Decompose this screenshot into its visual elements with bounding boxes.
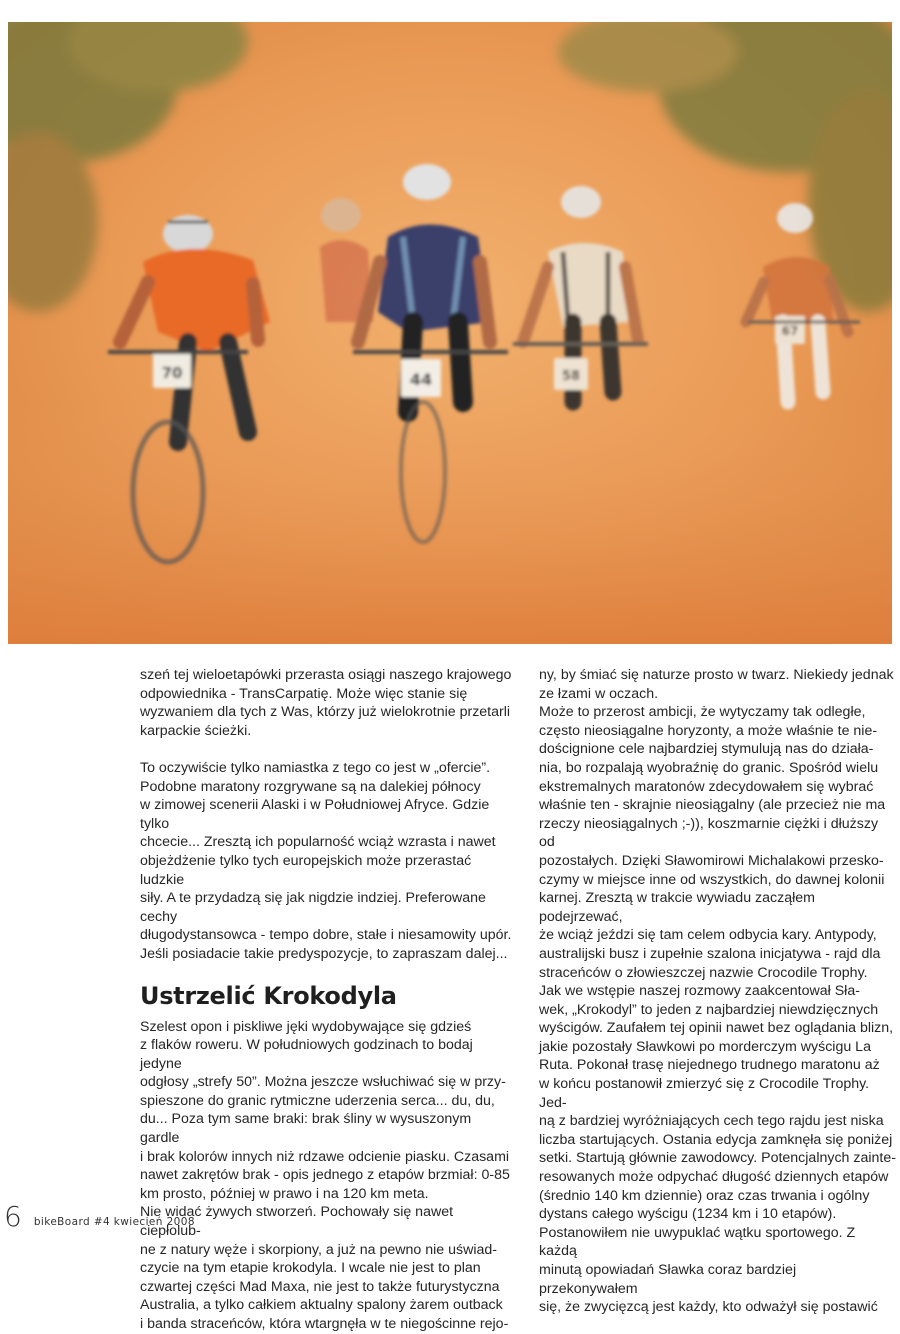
svg-text:58: 58 bbox=[561, 369, 581, 384]
article-column-right bbox=[539, 666, 897, 1317]
issue-info: bikeBoard #4 kwiecień 2008 bbox=[33, 1216, 195, 1228]
paragraph: Szelest opon i piskliwe jęki wydobywające się gdzieś z flaków roweru. W południowych godzinach to bodaj jedyne odgłosy „strefy 50”. Można jeszcze wsłuchiwać się w przy- spieszone do granic rytmiczne uderzenia serca... du, du, du... Poza tym same braki: brak śliny w wysuszonym gardle i brak kolorów innych niż rdzawe odcienie piasku. Czasami nawet zakrętów brak - opis jednego z etapów brzmiał: 0-85 km prosto, później w prawo i na 120 km meta. bbox=[140, 1018, 510, 1202]
article-column-left bbox=[140, 666, 512, 1334]
paragraph: Jak we wstępie naszej rozmowy zaakcentował Sła- wek, „Krokodyl” to jeden z najbardziej niewdzięcznych wyścigów. Zaufałem tej opinii nawet bez oglądania blizn, jakie pozostały Sławkowi po morderczym wyścigu La Ruta. Pokonał trasę niejednego trudnego maratonu aż w końcu postanowił zmierzyć się z Crocodile Trophy. Jed- ną z bardziej wyróżniających cech tego rajdu jest niska liczba startujących. Ostania edycja zamknęła się poniżej setki. Startują głównie zawodowcy. Potencjalnych zainte- resowanych może odpychać długość dziennych etapów (średnio 140 km dziennie) oraz czas trwania i ogólny dystans całego wyścigu (1234 km i 10 etapów). bbox=[539, 983, 896, 1223]
svg-text:67: 67 bbox=[781, 324, 799, 338]
paragraph: Może to przerost ambicji, że wytyczamy tak odległe, często nieosiągalne horyzonty, a może właśnie te nie- doścignione cele najbardziej stymulują nas do działa- nia, bo rozpalają wyobraźnię do granic. Spośród wielu ekstremalnych maratonów zdecydowałem się wybrać właśnie ten - skrajnie nieosiągalny (ale przecież nie ma rzeczy nieosiągalnych ;-)), koszmarnie ciężki i dłuższy od pozostałych. Dzięki Sławomirowi Michalakowi przesko- czymy w miejsce inne od wszystkich, do dawnej kolonii karnej. Zresztą w trakcie wywiadu zacząłem podejrzewać, że wciąż jeździ się tam celem odbycia kary. Antypody, australijski busz i zupełnie szalona inicjatywa - rajd dla straceńców o złowieszczej nazwie Crocodile Trophy. bbox=[539, 704, 886, 981]
svg-text:70: 70 bbox=[161, 364, 183, 382]
svg-text:44: 44 bbox=[409, 370, 433, 389]
paragraph: Nie widać żywych stworzeń. Pochowały się nawet ciepłolub- ne z natury węże i skorpiony, a już na pewno nie uświad- czycie na tym etapie krokodyla. I wcale nie jest to plan czwartej części Mad Maxa, nie jest to także futurystyczna Australia, a tylko całkiem aktualny spalony żarem outback i banda straceńców, która wtargnęła w te niegościnne rejo- bbox=[140, 1204, 509, 1332]
paragraph: Postanowiłem nie uwypuklać wątku sportowego. Z każdą minutą opowiadań Sławka coraz bardziej przekonywałem się, że zwycięzcą jest każdy, kto odważył się postawić bbox=[539, 1224, 878, 1316]
cover-photo bbox=[8, 22, 892, 644]
paragraph: szeń tej wieloetapówki przerasta osiągi naszego krajowego odpowiednika - TransCarpatię. Może więc stanie się wyzwaniem dla tych z Was, którzy już wielokrotnie przetarli karpackie ścieżki. bbox=[140, 667, 512, 739]
paragraph: To oczywiście tylko namiastka z tego co jest w „ofercie”. Podobne maratony rozgrywane są na dalekiej północy w zimowej scenerii Alaski i w Południowej Afryce. Gdzie tylko chcecie... Zresztą ich popularność wciąż wzrasta i nawet objeżdżenie tylko tych europejskich może przerastać ludzkie siły. A te przydadzą się jak nigdzie indziej. Preferowane cechy długodystansowca - tempo dobre, stałe i niesamowity upór. Jeśli posiadacie takie predyspozycje, to zapraszam dalej... bbox=[140, 759, 512, 962]
page-number: 6 bbox=[4, 1200, 22, 1233]
page-footer bbox=[4, 1201, 195, 1231]
cyclists-in-dust-photo bbox=[8, 22, 892, 644]
section-heading: Ustrzelić Krokodyla bbox=[140, 981, 397, 1010]
paragraph: ny, by śmiać się naturze prosto w twarz. Niekiedy jednak ze łzami w oczach. bbox=[539, 667, 894, 702]
